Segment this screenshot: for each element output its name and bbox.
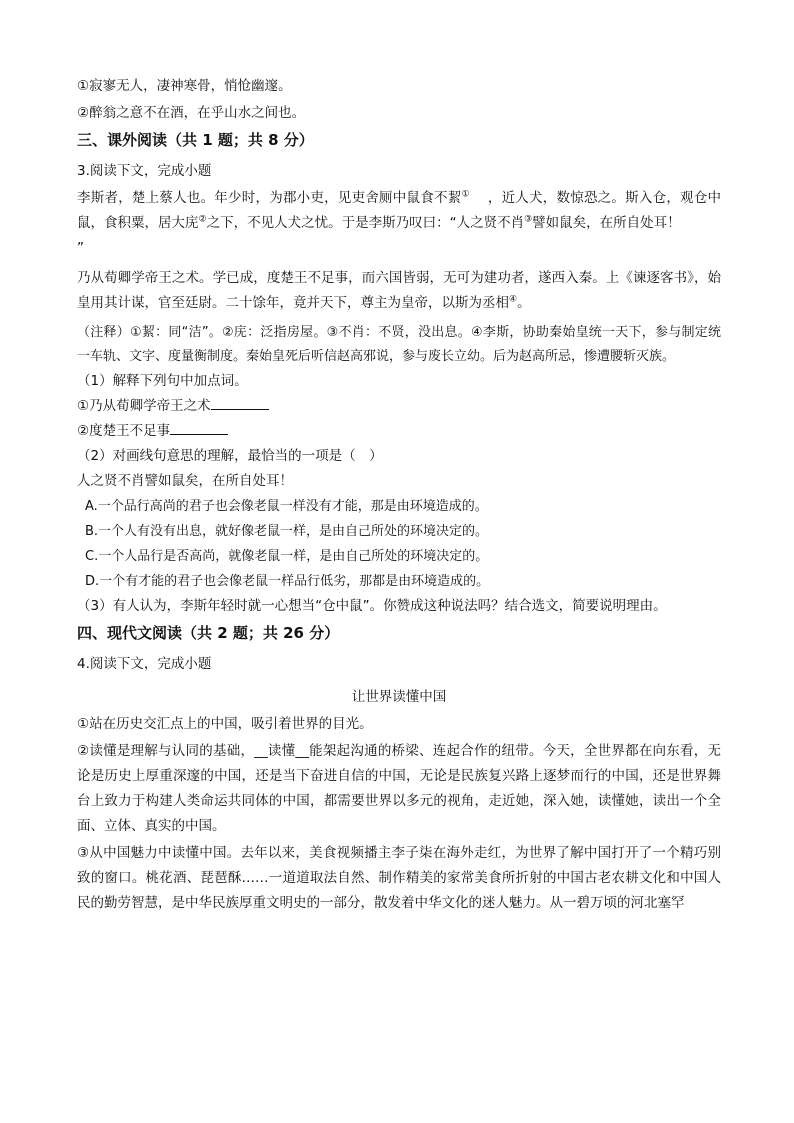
sub-question-2: （2）对画线句意思的理解，最恰当的一项是（ ） [77,448,383,464]
article-paragraph-1: ①站在历史交汇点上的中国，吸引着世界的目光。 [77,716,373,732]
underlined-word: __读懂__ [254,743,309,759]
answer-blank-1[interactable] [211,397,269,410]
article-title: 让世界读懂中国 [351,689,447,705]
document-page [77,74,721,916]
question-3-intro: 3.阅读下文，完成小题 [77,163,212,179]
sub-question-1a: ①乃从荀卿学帝王之术 [77,394,721,419]
article-paragraph-2: ②读懂是理解与认同的基础，__读懂__能架起沟通的桥梁、连起合作的纽带。今天，全世界都在向东看，无论是历史上厚重深邃的中国，还是当下奋进自信的中国，无论是民族复兴路上逐梦而行的中国，还是世界舞台上致力于构建人类命运共同体的中国，都需要世界以多元的视角，走近她，深入她，读懂她，读出一个全面、立体、真实的中国。 [77,743,722,834]
option-d[interactable]: D.一个有才能的君子也会像老鼠一样品行低劣，那都是由环境造成的。 [85,574,490,589]
question-4-intro: 4.阅读下文，完成小题 [77,656,212,672]
sub-question-1b: ②度楚王不足事 [77,419,721,444]
poem-line-1: ①寂寥无人，凄神寒骨，悄怆幽邃。 [77,78,292,94]
annotation-note: （注释）①絜：同“洁”。②庑：泛指房屋。③不肖：不贤，没出息。④李斯，协助秦始皇统一天下，参与制定统一车轨、文字、度量衡制度。秦始皇死后听信赵高邪说，参与废长立幼。后为赵高所忌，惨遭腰斩灭族。 [77,325,721,364]
option-a[interactable]: A.一个品行高尚的君子也会像老鼠一样没有才能，那是由环境造成的。 [85,499,488,514]
sub-question-1: （1）解释下列句中加点词。 [77,373,248,389]
footnote-mark-2: ② [198,214,207,225]
sub-question-3: （3）有人认为，李斯年轻时就一心想当“仓中鼠”。你赞成这种说法吗？结合选文，简要说明理由。 [77,598,667,614]
article-paragraph-3: ③从中国魅力中读懂中国。去年以来，美食视频播主李子柒在海外走红，为世界了解中国打开了一个精巧别致的窗口。桃花酒、琵琶酥……一道道取法自然、制作精美的家常美食所折射的中国古老农耕文化和中国人民的勤劳智慧，是中华民族厚重文明史的一部分，散发着中华文化的迷人魅力。从一碧万顷的河北塞罕 [77,845,721,911]
footnote-mark-1: ① [461,189,470,200]
footnote-mark-3: ③ [524,214,533,225]
footnote-mark-4: ④ [509,294,518,305]
section-3-heading: 三、课外阅读（共 1 题；共 8 分） [77,131,314,149]
section-4-heading: 四、现代文阅读（共 2 题；共 26 分） [77,624,340,642]
underlined-quote: 人之贤不肖譬如鼠矣，在所自处耳！ [77,473,293,489]
answer-blank-2[interactable] [170,422,228,435]
passage-paragraph-1: 李斯者，楚上蔡人也。年少时，为郡小吏，见吏舍厕中鼠食不絜① ，近人犬，数惊恐之。斯入仓，观仓中鼠，食积粟，居大庑②之下，不见人犬之忧。于是李斯乃叹曰：“人之贤不肖③譬如鼠矣，在所自处耳！ ” [77,189,722,256]
option-c[interactable]: C.一个人品行是否高尚，就像老鼠一样，是由自己所处的环境决定的。 [85,549,489,564]
option-b[interactable]: B.一个人有没有出息，就好像老鼠一样，是由自己所处的环境决定的。 [85,524,489,539]
poem-line-2: ②醉翁之意不在酒，在乎山水之间也。 [77,105,306,121]
passage-paragraph-2: 乃从荀卿学帝王之术。学已成，度楚王不足事，而六国皆弱，无可为建功者，遂西入秦。上《谏逐客书》，始皇用其计谋，官至廷尉。二十馀年，竟并天下，尊主为皇帝，以斯为丞相④。 [77,270,721,311]
